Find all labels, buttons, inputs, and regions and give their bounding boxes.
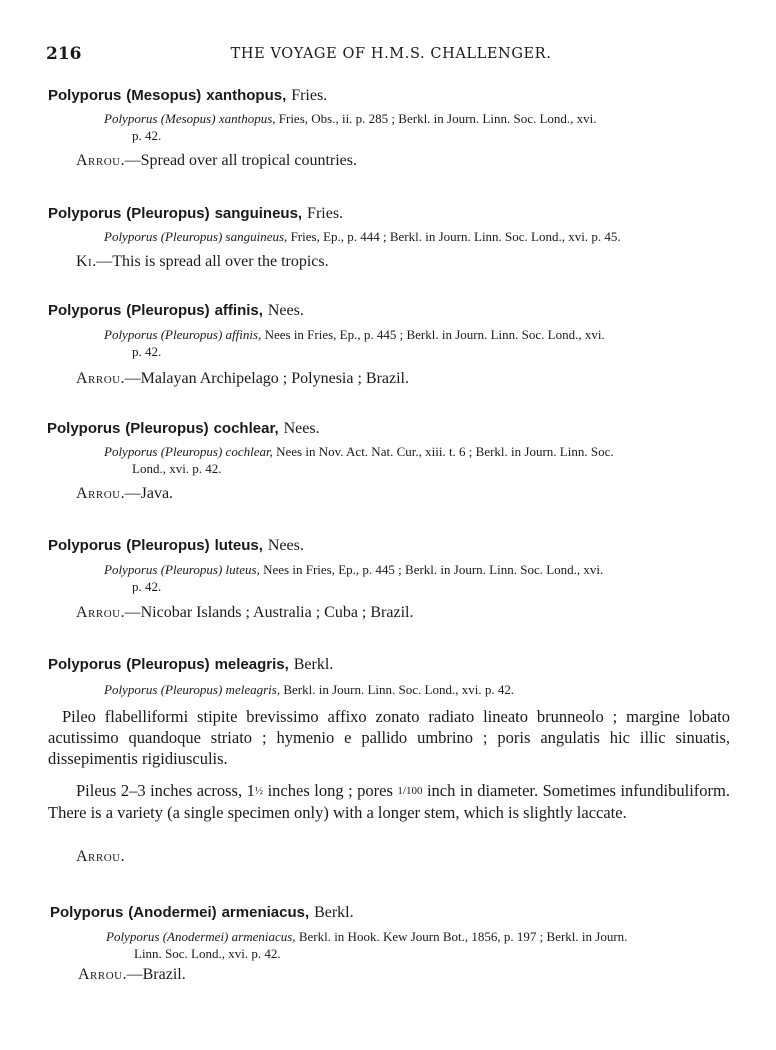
reference-citation: Polyporus (Pleuropus) affinis, Nees in Fries, Ep., p. 445 ; Berkl. in Journ. Linn. Soc. Lond., xvi. p. 42. — [104, 327, 605, 359]
reference-citation: Polyporus (Pleuropus) luteus, Nees in Fries, Ep., p. 445 ; Berkl. in Journ. Linn. Soc. Lond., xvi. p. 42. — [104, 562, 604, 594]
page-header — [46, 44, 736, 68]
reference-citation: Polyporus (Pleuropus) cochlear, Nees in Nov. Act. Nat. Cur., xiii. t. 6 ; Berkl. in Journ. Linn. Soc. Lond., xvi. p. 42. — [104, 444, 614, 476]
locality-note: Arrou.—Malayan Archipelago ; Polynesia ; Brazil. — [76, 370, 409, 387]
locality-note: Arrou.—Spread over all tropical countries. — [76, 152, 357, 169]
reference-citation: Polyporus (Pleuropus) sanguineus, Fries, Ep., p. 444 ; Berkl. in Journ. Linn. Soc. Lond., xvi. p. 45. — [104, 229, 621, 244]
species-title: Polyporus (Pleuropus) affinis, Nees. — [48, 302, 304, 319]
locality-note: Ki.—This is spread all over the tropics. — [76, 253, 329, 270]
reference-citation: Polyporus (Anodermei) armeniacus, Berkl. in Hook. Kew Journ Bot., 1856, p. 197 ; Berkl. in Journ. Linn. Soc. Lond., xvi. p. 42. — [106, 929, 628, 961]
locality-note: Arrou.—Brazil. — [78, 966, 186, 983]
locality-note: Arrou.—Nicobar Islands ; Australia ; Cuba ; Brazil. — [76, 604, 414, 621]
reference-citation: Polyporus (Mesopus) xanthopus, Fries, Obs., ii. p. 285 ; Berkl. in Journ. Linn. Soc. Lond., xvi. p. 42. — [104, 111, 597, 143]
species-title: Polyporus (Pleuropus) sanguineus, Fries. — [48, 205, 344, 222]
locality-note: Arrou. — [76, 848, 125, 865]
species-title: Polyporus (Pleuropus) cochlear, Nees. — [47, 420, 320, 437]
latin-description: Pileo flabelliformi stipite brevissimo affixo zonato radiato lineato brunneolo ; margine lobato acutissimo quandoque striato ; hymenio e pallido umbrino ; poris angulatis hic illic sinuatis, dissepimentis rigidiusculis. — [48, 707, 730, 768]
english-description: Pileus 2–3 inches across, 1½ inches long ; pores 1/100 inch in diameter. Sometimes infundibuliform. There is a variety (a single specimen only) with a longer stem, which is slightly laccate. — [48, 781, 730, 822]
locality-note: Arrou.—Java. — [76, 485, 174, 502]
species-title: Polyporus (Pleuropus) luteus, Nees. — [48, 537, 304, 554]
page-number: 216 — [46, 44, 82, 64]
reference-citation: Polyporus (Pleuropus) meleagris, Berkl. in Journ. Linn. Soc. Lond., xvi. p. 42. — [104, 682, 515, 697]
species-title: Polyporus (Pleuropus) meleagris, Berkl. — [48, 656, 334, 673]
species-title: Polyporus (Mesopus) xanthopus, Fries. — [48, 87, 328, 104]
running-title: THE VOYAGE OF H.M.S. CHALLENGER. — [230, 46, 552, 62]
species-title: Polyporus (Anodermei) armeniacus, Berkl. — [50, 904, 354, 921]
